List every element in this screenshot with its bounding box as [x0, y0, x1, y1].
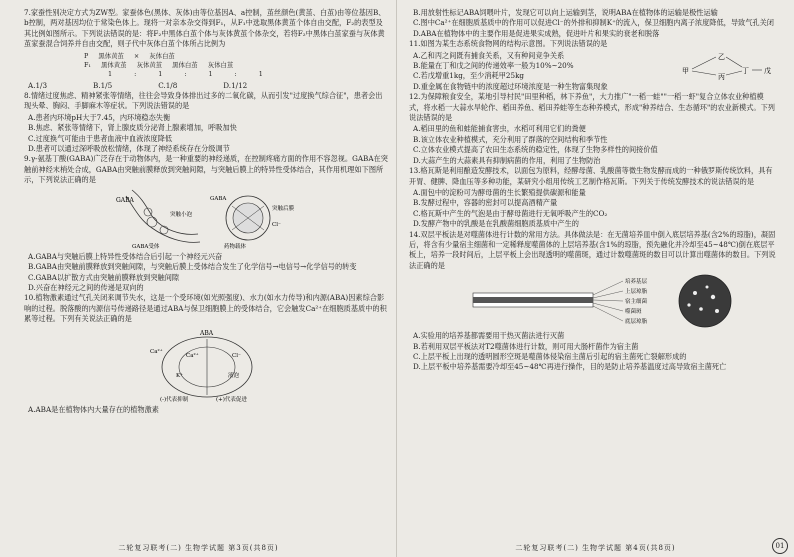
gaba-label-top: GABA — [115, 196, 134, 204]
q14-option-b[interactable]: B.若利用双层平板法对T2噬菌体进行计数，则可用大肠杆菌作为宿主菌 — [413, 341, 639, 351]
vacuole-label: 液泡 — [227, 372, 239, 379]
q11-stem: 11.如图为某生态系统食物网的结构示意图。下列说法错误的是 — [409, 39, 608, 49]
q9-option-a[interactable]: A.GABA与突触后膜上特异性受体结合后引起一个神经元兴奋 — [28, 251, 223, 261]
legend-promote: (+)代表促进 — [215, 396, 247, 403]
plate-label-5: 底层琼脂 — [624, 319, 647, 326]
q13-stem: 13.格瓦斯是利用酿造发酵技术，以面包为原料，经酵母菌、乳酸菌等微生物发酵而成的一种俄罗斯传统饮料，具有开胃、健脾、降血压等多种功能，某研究小组用传统工艺制作格瓦斯。下列关于传统发酵技术的说法错误的是 — [409, 166, 773, 186]
aba-label: ABA — [199, 329, 213, 337]
plate-label-2: 上层琼脂 — [624, 289, 647, 296]
q11-option-d[interactable]: D.重金属在食物链中的浓度超过环境浓度是一种生物富集现象 — [413, 81, 608, 91]
q11-option-c[interactable]: C.若戊增重1kg，至少消耗甲25kg — [413, 71, 525, 81]
q13-option-a[interactable]: A.面包中的淀粉可为酵母菌的生长繁殖提供碳源和能量 — [413, 187, 586, 197]
ratio-2: 1 — [158, 69, 163, 78]
synapse-diagram — [112, 188, 302, 250]
q9-option-d[interactable]: D.兴奋在神经元之间的传递是双向的 — [28, 282, 144, 292]
channel-label: 突触后膜 — [271, 205, 294, 212]
q8-option-d[interactable]: D.患者可以通过深呼吸放松情绪，体现了神经系统存在分级调节 — [28, 144, 230, 154]
q9-option-b[interactable]: B.GABA由突触前膜释放到突触间隙，与突触后膜上受体结合发生了化学信号→电信号→化学信号的转变 — [28, 262, 357, 272]
q12-option-c[interactable]: C.立体农业模式提高了农田生态系统的稳定性，体现了生物多样性的间接价值 — [413, 145, 658, 155]
q11-option-a[interactable]: A.乙和丙之间既有捕食关系，又有种间竞争关系 — [413, 50, 565, 60]
p-parent-2: 灰体白茧 — [149, 51, 175, 60]
plate-label-1: 培养基层 — [624, 279, 647, 286]
k-label: K⁺ — [175, 372, 183, 379]
q7-option-c[interactable]: C.1/8 — [158, 80, 178, 90]
q12-option-d[interactable]: D.大蒜产生的大蒜素具有抑制病菌的作用，利用了生物防治 — [413, 155, 601, 165]
q11-option-b[interactable]: B.能量在丁和戊之间的传递效率一般为10%~20% — [413, 61, 574, 71]
q10-option-c[interactable]: C.图中Ca²⁺在细胞质基质中的作用可以促进Cl⁻的外排和抑制K⁺的流入，保卫细胞内离子浓度降低，导致气孔关闭 — [413, 18, 774, 28]
q8-option-b[interactable]: B.焦虑、紧张等情绪下，肾上腺皮质分泌肾上腺素增加，呼吸加快 — [28, 123, 237, 133]
q13-option-c[interactable]: C.格瓦斯中产生的气泡是由于酵母菌进行无氧呼吸产生的CO₂ — [413, 208, 608, 218]
node-ding: 丁 — [742, 66, 749, 75]
q9-stem: 9.γ-氨基丁酸(GABA)广泛存在于动物体内，是一种重要的神经递质，在控制疼痛方面的作用不容忽视。GABA在突触前神经末梢处合成，GABA由突触前膜释放到突触间隙，与突触后膜上的特异性受体结合，其作用机理如下图所示，下列说法正确的是 — [24, 154, 388, 185]
legend-inhibit: (-)代表抑制 — [159, 396, 188, 403]
node-yi: 乙 — [718, 52, 725, 61]
ratio-3: 1 — [208, 69, 213, 78]
ca-label-2: Ca²⁺ — [185, 352, 199, 359]
q7-option-b[interactable]: B.1/5 — [93, 80, 113, 90]
page-mark: 01 — [772, 538, 788, 554]
q10-option-d[interactable]: D.ABA在植物体中的主要作用是促进果实成熟，促进叶片和果实的衰老和脱落 — [413, 28, 660, 38]
q12-option-b[interactable]: B.该立体农业种植模式，充分利用了群落的空间结构和季节性 — [413, 134, 608, 144]
q9-option-c[interactable]: C.GABA以扩散方式由突触前膜释放到突触间隙 — [28, 272, 180, 282]
right-page — [397, 0, 794, 557]
f1-pheno-2: 灰体黄茧 — [136, 60, 163, 69]
food-web-diagram — [680, 51, 776, 81]
q13-option-b[interactable]: B.发酵过程中，容器的密封可以提高酒精产量 — [413, 198, 558, 208]
ratio-4: 1 — [258, 69, 263, 78]
q11-block — [409, 51, 776, 82]
drug-label: 药物载体 — [223, 243, 246, 250]
q7-option-d[interactable]: D.1/12 — [223, 80, 248, 90]
guard-cell-diagram — [132, 327, 282, 403]
q13-option-d[interactable]: D.发酵产物中的乳酸是在乳酸菌细胞质基质中产生的 — [413, 219, 579, 229]
ca-label-1: Ca²⁺ — [149, 348, 163, 355]
q8-option-c[interactable]: C.过度换气可能由于患者血液中血液浓度降低 — [28, 133, 173, 143]
q14-option-d[interactable]: D.上层平板中培养基需要冷却至45~48℃再进行操作，目的是防止培养基温度过高导致宿主菌死亡 — [413, 362, 727, 372]
f1-pheno-3: 黑体白茧 — [172, 60, 198, 69]
gaba-label-mid: GABA — [209, 195, 226, 202]
f1-pheno-1: 黑体黄茧 — [101, 60, 127, 69]
cl-label: Cl⁻ — [271, 221, 281, 228]
p-label: P — [84, 51, 89, 60]
q7-options — [24, 81, 389, 91]
ratio-1: 1 — [108, 69, 113, 78]
q10-stem: 10.植物激素通过气孔关闭来调节失水，这是一个受环境(如光照强度)、水力(如水力传导)和内源(ABA)因素综合影响的过程。脱落酸的内源信号传递路径是通过ABA与保卫细胞膜上的受体结合，它会触发Ca²⁺在细胞质基质中的积累等过程。下列有关说法正确的是 — [24, 293, 387, 324]
q7-genetic-diagram: P 黑体黄茧 × 灰体白茧 F₁ 黑体黄茧 灰体黄茧 黑体白茧 灰体白茧 1 : 1 : 1 : 1 — [84, 51, 263, 78]
q14-option-a[interactable]: A.实验用的培养基都需要用干热灭菌法进行灭菌 — [413, 331, 565, 341]
p-parent-1: 黑体黄茧 — [98, 51, 124, 60]
f1-label: F₁ — [84, 60, 91, 69]
left-footer: 二轮复习联考(二) 生物学试题 第3页(共8页) — [118, 543, 279, 552]
q7-option-a[interactable]: A.1/3 — [28, 80, 48, 90]
q14-stem: 14.双层平板法是对噬菌体进行计数的常用方法。具体做法是：在无菌培养皿中倒入底层培养基(含2%的琼脂)，凝固后，将含有少量宿主细菌和一定稀释度噬菌体的上层培养基(含1%的琼脂，预先融化并冷却至45~48℃)倒在底层平板上，培养一段时间后，上层平板上会出现透明的噬菌斑，通过计数噬菌斑的数目可以计算出噬菌体的数目。下列说法正确的是 — [409, 229, 776, 270]
double-layer-plate-diagram — [443, 273, 743, 329]
q14-option-c[interactable]: C.上层平板上出现的透明圆形空斑是噬菌体侵染宿主菌后引起的宿主菌死亡裂解形成的 — [413, 351, 687, 361]
receptor-label: GABA受体 — [131, 243, 159, 250]
node-jia: 甲 — [682, 66, 689, 75]
q10-option-a[interactable]: A.ABA是在植物体内大量存在的植物激素 — [28, 404, 159, 414]
q12-stem: 12.为保障粮食安全，某地引导村民"田里种稻，林下养鱼"，大力推广"一稻一蛙""一稻一虾"复合立体农业种植模式，将水稻一大蒜水旱轮作、稻田养鱼、稻田养蛙等生态种养模式，形成"种养结合、生态循环"的农业新模式。下列说法错误的是 — [409, 92, 775, 123]
vesicle-label: 突触小泡 — [169, 211, 192, 218]
q12-option-a[interactable]: A.稻田里的鱼和蛙能捕食害虫，水稻可利用它们的粪便 — [413, 124, 586, 134]
q8-option-a[interactable]: A.患者内环境pH大于7.45，内环境稳态失衡 — [28, 112, 171, 122]
q8-stem: 8.情绪过度焦虑、精神紧张等情绪，往往会导致身体排出过多的二氧化碳，从而引发"过度换气综合征"，患者会出现头晕、胸闷、手脚麻木等症状。下列说法错误的是 — [24, 91, 383, 111]
f1-pheno-4: 灰体白茧 — [207, 60, 234, 69]
plate-label-4: 噬菌斑 — [624, 309, 642, 316]
plate-label-3: 宿主细菌 — [624, 299, 647, 306]
right-footer: 二轮复习联考(二) 生物学试题 第4页(共8页) — [515, 543, 676, 552]
node-bing: 丙 — [718, 72, 725, 81]
node-wu: 戊 — [764, 66, 771, 75]
q7-stem: 7.家蚕性别决定方式为ZW型。家蚕体色(黑体、灰体)由等位基因A、a控制，茧丝颜色(黄茧、白茧)由等位基因B、b控制，两对基因均位于常染色体上。现将一对亲本杂交得到F₁，从F₁中选取黑体黄茧个体自由交配，F₂的表型及其比例如图所示。下列说法错误的是：将F₂中黑体白茧个体与灰体黄茧个体杂交，若将F₂中黑体白茧家蚕与灰体黄茧家蚕混合饲养并自由交配，则子代中灰体白茧个体所占比例为 — [24, 8, 386, 49]
cl-label-b: Cl⁻ — [231, 352, 241, 359]
q10-option-b[interactable]: B.用放射性标记ABA饲喂叶片，发现它可以向上运输到茎，说明ABA在植物体的运输是极性运输 — [413, 8, 718, 17]
